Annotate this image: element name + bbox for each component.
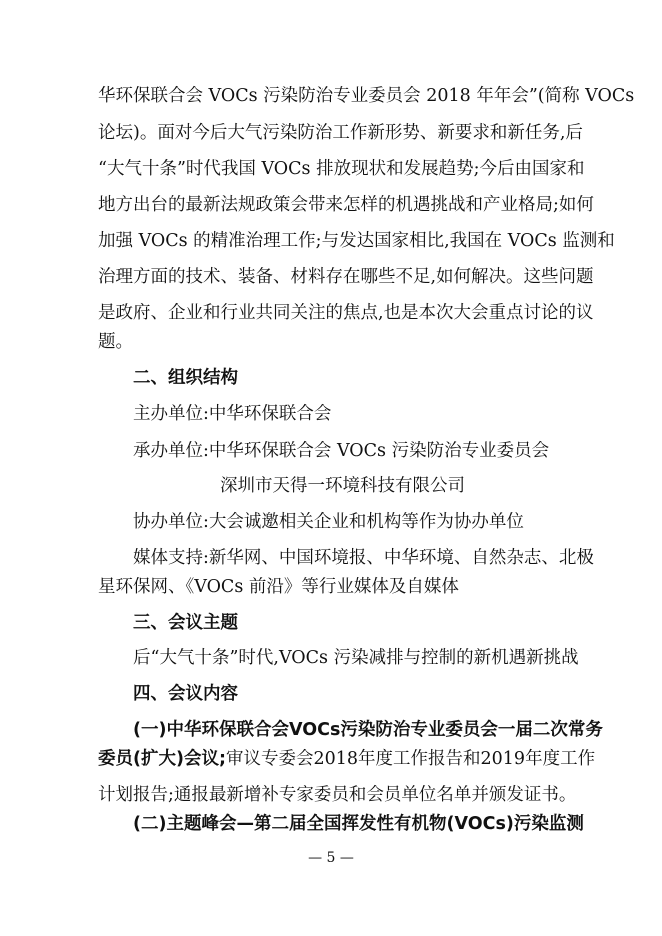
paragraph-line: 华环保联合会 VOCs 污染防治专业委员会 2018 年年会”(简称 VOCs: [98, 86, 635, 106]
paragraph-line: “大气十条”时代我国 VOCs 排放现状和发展趋势;今后由国家和: [98, 159, 585, 179]
organizer-unit: 承办单位:中华环保联合会 VOCs 污染防治专业委员会: [133, 441, 550, 461]
media-support: 媒体支持:新华网、中国环境报、中华环境、自然杂志、北极: [133, 548, 594, 568]
page-number: — 5 —: [308, 850, 354, 866]
paragraph-line: 题。: [98, 332, 133, 352]
paragraph-line: 是政府、企业和行业共同关注的焦点,也是本次大会重点讨论的议: [98, 303, 594, 323]
meeting-theme: 后“大气十条”时代,VOCs 污染减排与控制的新机遇新挑战: [133, 648, 579, 668]
content-item-1-bold: 委员(扩大)会议;: [98, 749, 226, 769]
section-heading-content: 四、会议内容: [133, 684, 238, 704]
content-item-1-cont: [98, 747, 595, 771]
paragraph-line: 论坛)。面对今后大气污染防治工作新形势、新要求和新任务,后: [98, 123, 583, 143]
paragraph-line: 地方出台的最新法规政策会带来怎样的机遇挑战和产业格局;如何: [98, 195, 594, 215]
paragraph-line: 加强 VOCs 的精准治理工作;与发达国家相比,我国在 VOCs 监测和: [98, 231, 615, 251]
section-heading-organization: 二、组织结构: [133, 368, 238, 388]
content-item-2: (二)主题峰会—第二届全国挥发性有机物(VOCs)污染监测: [133, 814, 584, 834]
co-organizer-unit: 协办单位:大会诚邀相关企业和机构等作为协办单位: [133, 512, 524, 532]
content-item-1-end: 计划报告;通报最新增补专家委员和会员单位名单并颁发证书。: [98, 785, 577, 805]
host-unit: 主办单位:中华环保联合会: [133, 404, 332, 424]
media-support-cont: 星环保网、《VOCs 前沿》等行业媒体及自媒体: [98, 577, 459, 597]
section-heading-theme: 三、会议主题: [133, 613, 238, 633]
content-item-1-text: 审议专委会2018年度工作报告和2019年度工作: [226, 749, 596, 769]
paragraph-line: 治理方面的技术、装备、材料存在哪些不足,如何解决。这些问题: [98, 267, 594, 287]
organizer-unit-2: 深圳市天得一环境科技有限公司: [220, 476, 465, 496]
content-item-1: (一)中华环保联合会VOCs污染防治专业委员会一届二次常务: [133, 720, 603, 740]
